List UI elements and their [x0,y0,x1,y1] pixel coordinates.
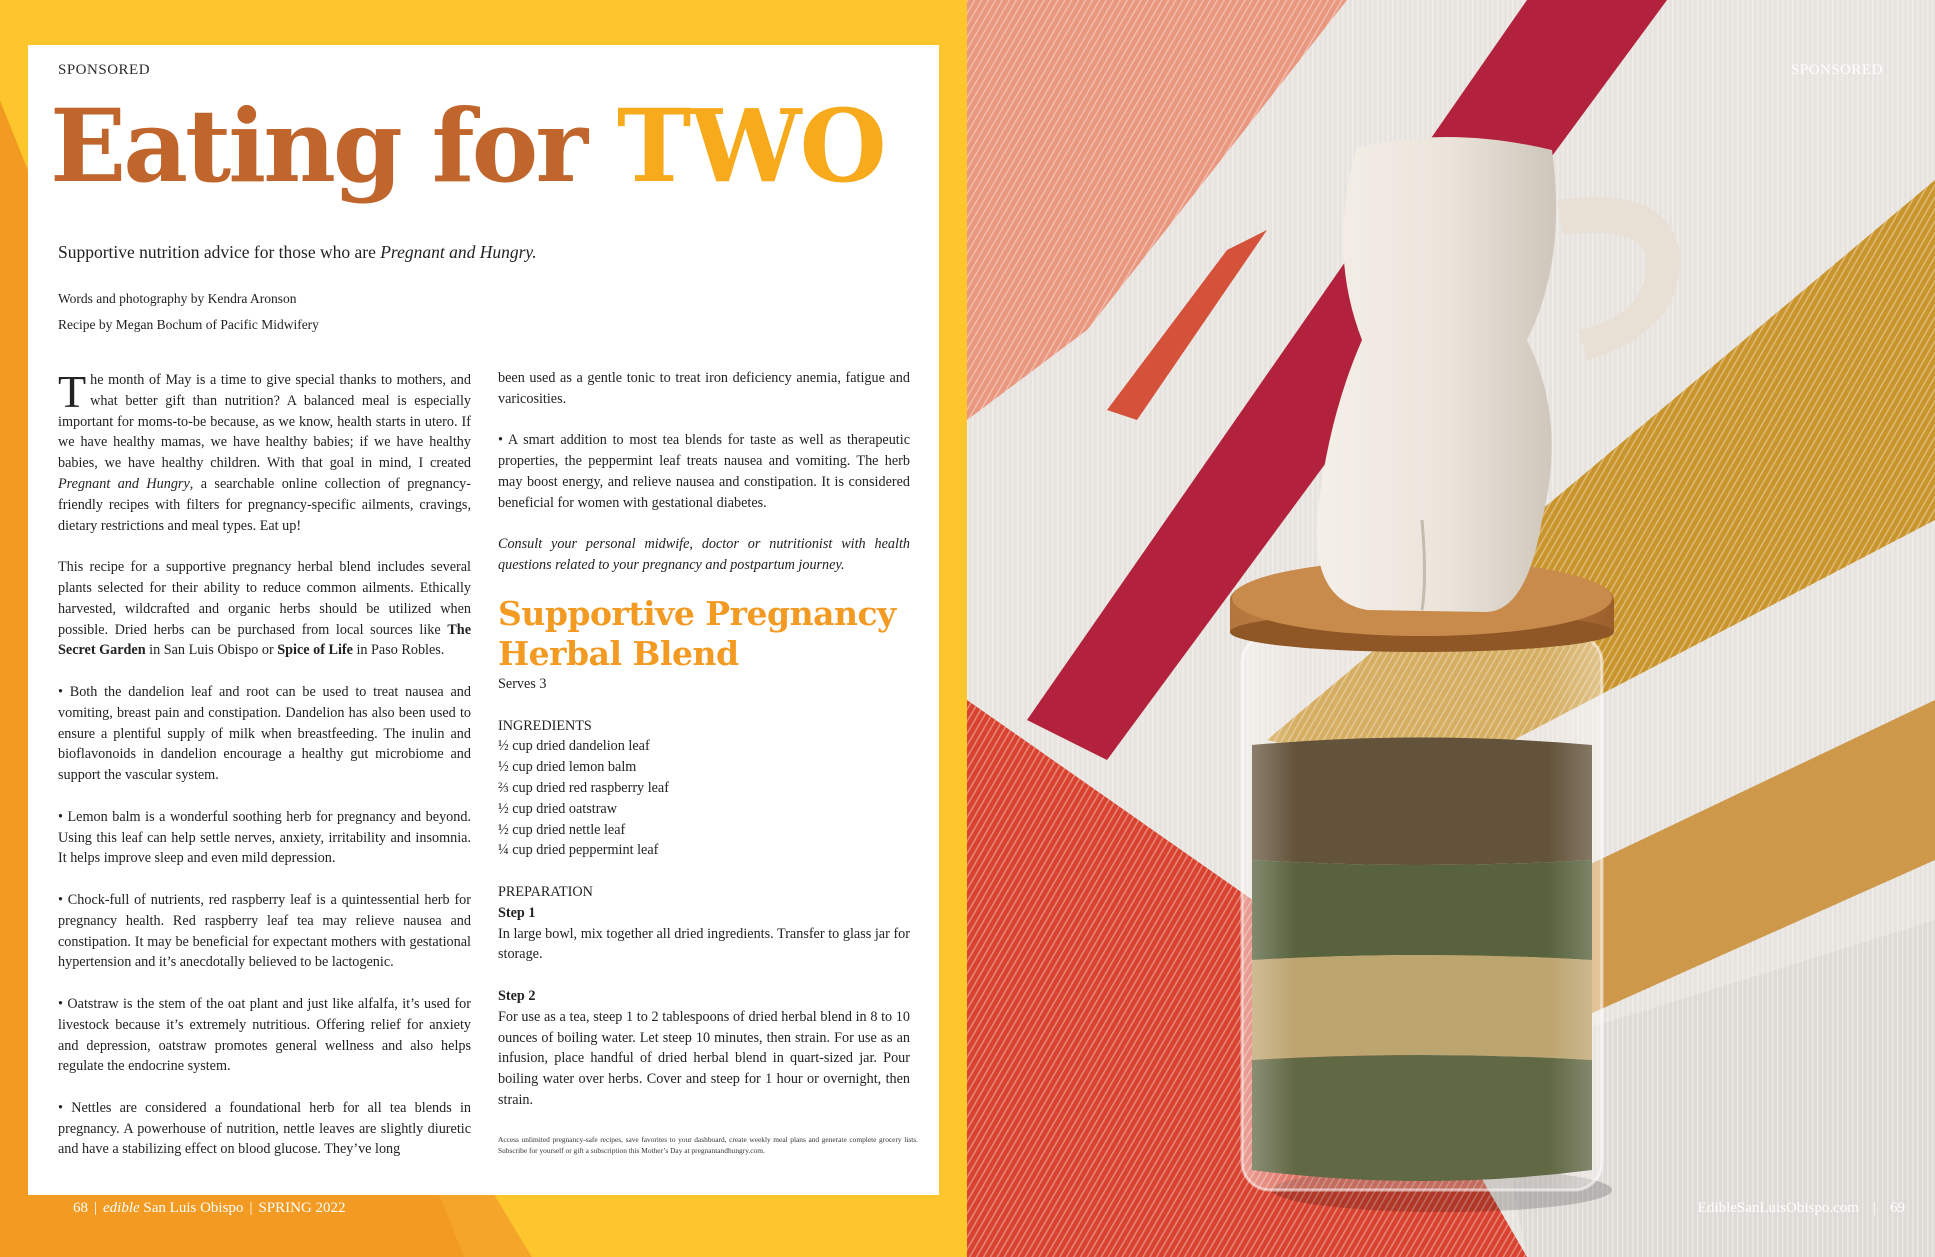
ingredient-item: ½ cup dried nettle leaf [498,821,626,838]
article-title [50,87,885,205]
recipe-title-line-1: Supportive Pregnancy [498,593,896,633]
page-footer-right [1698,1200,1905,1217]
left-page [0,0,967,1257]
herbs-text-a: This recipe for a supportive pregnancy herbal blend includes several plants selected for their ability to reduce common ailments. Ethically harvested, wildcrafted and organic herbs should be utilized when possible. Dried herbs can be purchased from local sources like [58,559,471,638]
herbs-text-end: in Paso Robles. [352,642,445,659]
title-main: Eating for [50,87,617,205]
page-number: 68 [73,1200,88,1216]
step-1-label: Step 1 [498,904,536,921]
bullet-raspberry: • Chock-full of nutrients, red raspberry leaf is a quintessential herb for pregnancy health. Red raspberry leaf tea may relieve nausea and constipation. It may be beneficial for expectant mothers with gestational hypertension and it’s anecdotally believed to be lactogenic. [58,891,471,971]
recipe-title [498,594,910,674]
store-secret-garden: The Secret Garden [58,621,471,659]
step-2-text: For use as a tea, steep 1 to 2 tablespoons of dried herbal blend in 8 to 10 ounces of boiling water. Let steep 10 minutes, then strain. For use as an infusion, place handful of dried herbal blend in quart-sized jar. Pour boiling water over herbs. Cover and steep for 1 hour or overnight, then strain. [498,1008,910,1108]
bullet-lemon-balm: • Lemon balm is a wonderful soothing herb for pregnancy and beyond. Using this leaf can help settle nerves, anxiety, irritability and insomnia. It helps improve sleep and even mild depression. [58,808,471,867]
preparation-heading: PREPARATION [498,883,593,900]
ingredient-item: ½ cup dried dandelion leaf [498,738,650,755]
ingredient-item: ⅔ cup dried red raspberry leaf [498,779,669,796]
bullet-oatstraw: • Oatstraw is the stem of the oat plant and just like alfalfa, it’s used for livestock because it’s extremely nutritious. Offering relief for anxiety and depression, oatstraw promotes general wellness and also helps regulate the endocrine system. [58,995,471,1075]
subtitle-emphasis: Pregnant and Hungry. [380,242,537,262]
article-subtitle [58,242,537,263]
sponsored-label-right: SPONSORED [1790,62,1883,78]
intro-text-b: , a searchable online collection of pregnancy-friendly recipes with filters for pregnancy-specific ailments, cravings, dietary restrictions and meal types. Eat up! [58,475,472,534]
ingredient-item: ½ cup dried lemon balm [498,759,637,776]
body-column-2 [498,368,910,1132]
consult-text: Consult your personal midwife, doctor or nutritionist with health questions related to your pregnancy and postpartum journey. [498,536,910,574]
sponsored-label: SPONSORED [58,62,151,78]
ingredient-item: ½ cup dried oatstraw [498,800,617,817]
herbal-jar-photo [967,0,1935,1257]
intro-text-a: he month of May is a time to give special thanks to mothers, and what better gift than nutrition? A balanced meal is especially important for moms-to-be because, as we know, health starts in utero. If we have healthy mamas, we have healthy babies; if we have healthy babies, we have healthy children. With that goal in mind, I created [58,372,471,472]
herbs-text-mid: in San Luis Obispo or [145,642,278,659]
herbs-paragraph [58,557,471,661]
page-number-right: 69 [1890,1200,1905,1216]
intro-paragraph [58,366,472,536]
title-accent: TWO [616,87,885,205]
footer-separator: | [1872,1200,1876,1216]
bullet-nettle: • Nettles are considered a foundational herb for all tea blends in pregnancy. A powerhouse of nutrition, nettle leaves are slightly diuretic and have a stabilizing effect on blood glucose. They’ve long [58,1099,471,1158]
nettle-continued: been used as a gentle tonic to treat iron deficiency anemia, fatigue and varicosities. [498,370,910,407]
byline-author: Words and photography by Kendra Aronson [58,291,297,306]
step-1-text: In large bowl, mix together all dried ingredients. Transfer to glass jar for storage. [498,925,910,963]
bullet-peppermint: • A smart addition to most tea blends for taste as well as therapeutic properties, the peppermint leaf treats nausea and vomiting. The herb may boost energy, and relieve nausea and constipation. It is considered beneficial for women with gestational diabetes. [498,432,910,511]
serves: Serves 3 [498,675,547,692]
intro-emphasis: Pregnant and Hungry [58,475,190,492]
store-spice-of-life: Spice of Life [277,642,353,659]
step-2-label: Step 2 [498,987,536,1004]
page-footer-left [73,1200,346,1217]
recipe-title-line-2: Herbal Blend [498,633,739,673]
body-column-1 [58,366,472,1181]
bullet-dandelion: • Both the dandelion leaf and root can be used to treat nausea and vomiting, breast pain and constipation. Dandelion has also been used to ensure a plentiful supply of milk when breastfeeding. The inulin and bioflavonoids in dandelion encourage a healthy gut microbiome and support the vascular system. [58,683,471,784]
footer-brand: edible [103,1200,140,1216]
byline-recipe: Recipe by Megan Bochum of Pacific Midwifery [58,317,319,332]
ingredient-item: ¼ cup dried peppermint leaf [498,842,659,859]
footer-separator: | [249,1200,253,1216]
byline [58,286,319,338]
footer-place: San Luis Obispo [139,1200,244,1216]
right-page-photo [967,0,1935,1257]
footer-separator: | [94,1200,98,1216]
ingredients-list [498,736,910,861]
consult-note [498,534,910,576]
subtitle-text: Supportive nutrition advice for those who are [58,242,381,262]
footer-website: EdibleSanLuisObispo.com [1697,1200,1859,1216]
subscription-note: Access unlimited pregnancy-safe recipes, save favorites to your dashboard, create weekly meal plans and generate complete grocery lists. Subscribe for yourself or gift a subscription this Mother’s Day at pregnantandhungry.com. [498,1135,918,1155]
ingredients-heading: INGREDIENTS [498,717,592,734]
footer-season: SPRING 2022 [258,1200,346,1216]
drop-cap: T [58,366,87,417]
